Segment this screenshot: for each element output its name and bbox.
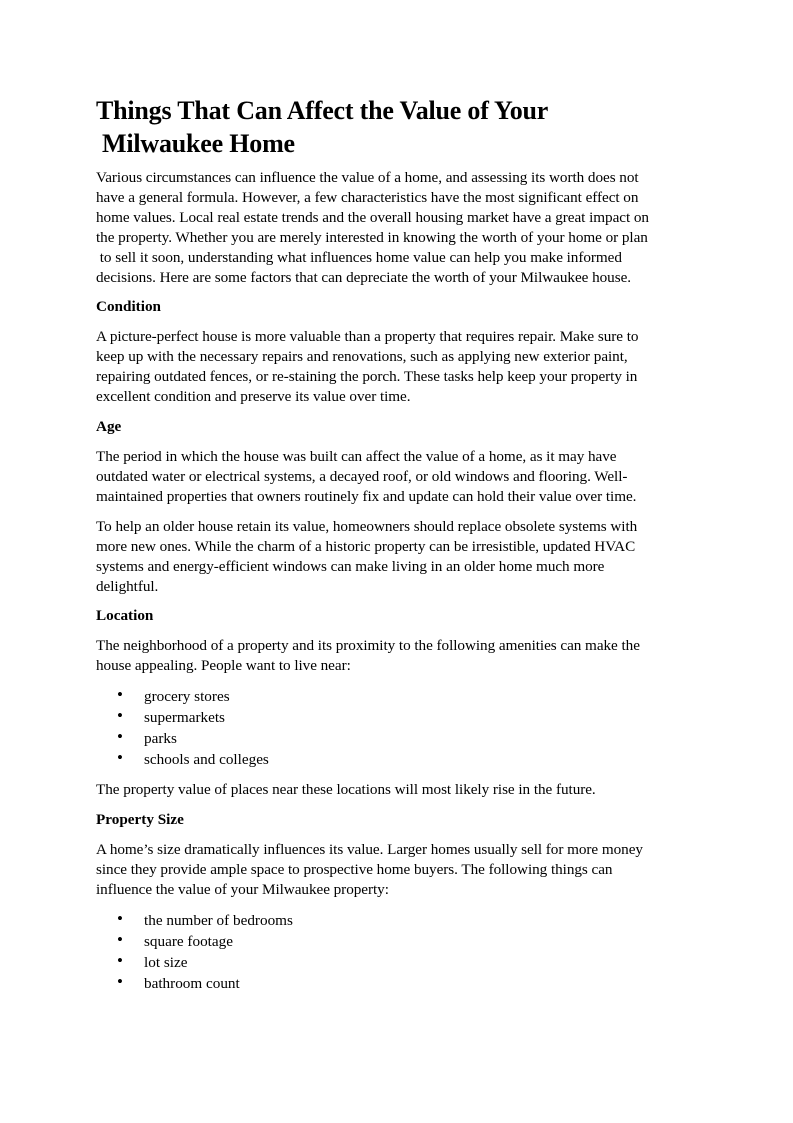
text-line: to sell it soon, understanding what influences home value can help you make informed bbox=[96, 248, 622, 266]
condition-paragraph bbox=[96, 327, 696, 407]
document-page bbox=[96, 94, 696, 1004]
text-line: more new ones. While the charm of a historic property can be irresistible, updated HVAC bbox=[96, 537, 636, 555]
bullet-icon: • bbox=[117, 748, 123, 768]
bullet-icon: • bbox=[117, 727, 123, 747]
text-line: excellent condition and preserve its value over time. bbox=[96, 388, 411, 406]
list-item: • grocery stores bbox=[117, 685, 230, 706]
location-amenities-list bbox=[96, 686, 696, 770]
list-item: • the number of bedrooms bbox=[117, 908, 293, 929]
text-line: home values. Local real estate trends and the overall housing market have a great impact on bbox=[96, 208, 649, 226]
title-line-1: Things That Can Affect the Value of Your bbox=[96, 96, 549, 125]
bullet-icon: • bbox=[117, 908, 123, 928]
text-line: since they provide ample space to prospective home buyers. The following things can bbox=[96, 861, 613, 879]
location-outro-paragraph: The property value of places near these locations will most likely rise in the future. bbox=[96, 781, 596, 799]
text-line: Various circumstances can influence the value of a home, and assessing its worth does not bbox=[96, 169, 639, 186]
title-line-2: Milwaukee Home bbox=[102, 129, 295, 158]
text-line: systems and energy-efficient windows can make living in an older home much more bbox=[96, 557, 605, 575]
list-item: • lot size bbox=[117, 950, 188, 971]
list-item: • schools and colleges bbox=[117, 748, 269, 769]
property-size-factors-list bbox=[96, 910, 696, 994]
text-line: keep up with the necessary repairs and renovations, such as applying new exterior paint, bbox=[96, 348, 628, 366]
page-title bbox=[96, 94, 696, 160]
text-line: A home’s size dramatically influences its value. Larger homes usually sell for more money bbox=[96, 841, 643, 859]
list-item: • square footage bbox=[117, 929, 233, 950]
location-paragraph bbox=[96, 636, 696, 676]
list-item: • bathroom count bbox=[117, 971, 240, 992]
text-line: The period in which the house was built can affect the value of a home, as it may have bbox=[96, 448, 617, 466]
age-paragraph-1 bbox=[96, 447, 696, 507]
age-paragraph-2 bbox=[96, 517, 696, 597]
section-heading-condition: Condition bbox=[96, 298, 161, 316]
text-line: maintained properties that owners routinely fix and update can hold their value over time. bbox=[96, 487, 637, 505]
text-line: house appealing. People want to live near: bbox=[96, 657, 351, 675]
property-size-paragraph bbox=[96, 840, 696, 900]
bullet-icon: • bbox=[117, 685, 123, 705]
bullet-icon: • bbox=[117, 950, 123, 970]
text-line: The neighborhood of a property and its proximity to the following amenities can make the bbox=[96, 637, 640, 655]
list-item: • supermarkets bbox=[117, 706, 225, 727]
text-line: decisions. Here are some factors that can depreciate the worth of your Milwaukee house. bbox=[96, 268, 632, 286]
text-line: outdated water or electrical systems, a decayed roof, or old windows and flooring. Well- bbox=[96, 467, 628, 485]
section-heading-age: Age bbox=[96, 418, 122, 436]
bullet-icon: • bbox=[117, 929, 123, 949]
text-line: influence the value of your Milwaukee property: bbox=[96, 880, 389, 898]
text-line: A picture-perfect house is more valuable than a property that requires repair. Make sure to bbox=[96, 328, 639, 346]
section-heading-property-size: Property Size bbox=[96, 811, 184, 829]
text-line: delightful. bbox=[96, 577, 159, 595]
section-heading-location: Location bbox=[96, 607, 154, 625]
text-line: To help an older house retain its value, homeowners should replace obsolete systems with bbox=[96, 517, 638, 535]
bullet-icon: • bbox=[117, 971, 123, 991]
text-line: have a general formula. However, a few characteristics have the most significant effect on bbox=[96, 188, 639, 206]
list-item: • parks bbox=[117, 727, 177, 748]
text-line: repairing outdated fences, or re-staining the porch. These tasks help keep your property in bbox=[96, 368, 638, 386]
intro-paragraph bbox=[96, 168, 696, 287]
bullet-icon: • bbox=[117, 706, 123, 726]
text-line: the property. Whether you are merely interested in knowing the worth of your home or plan bbox=[96, 228, 648, 246]
